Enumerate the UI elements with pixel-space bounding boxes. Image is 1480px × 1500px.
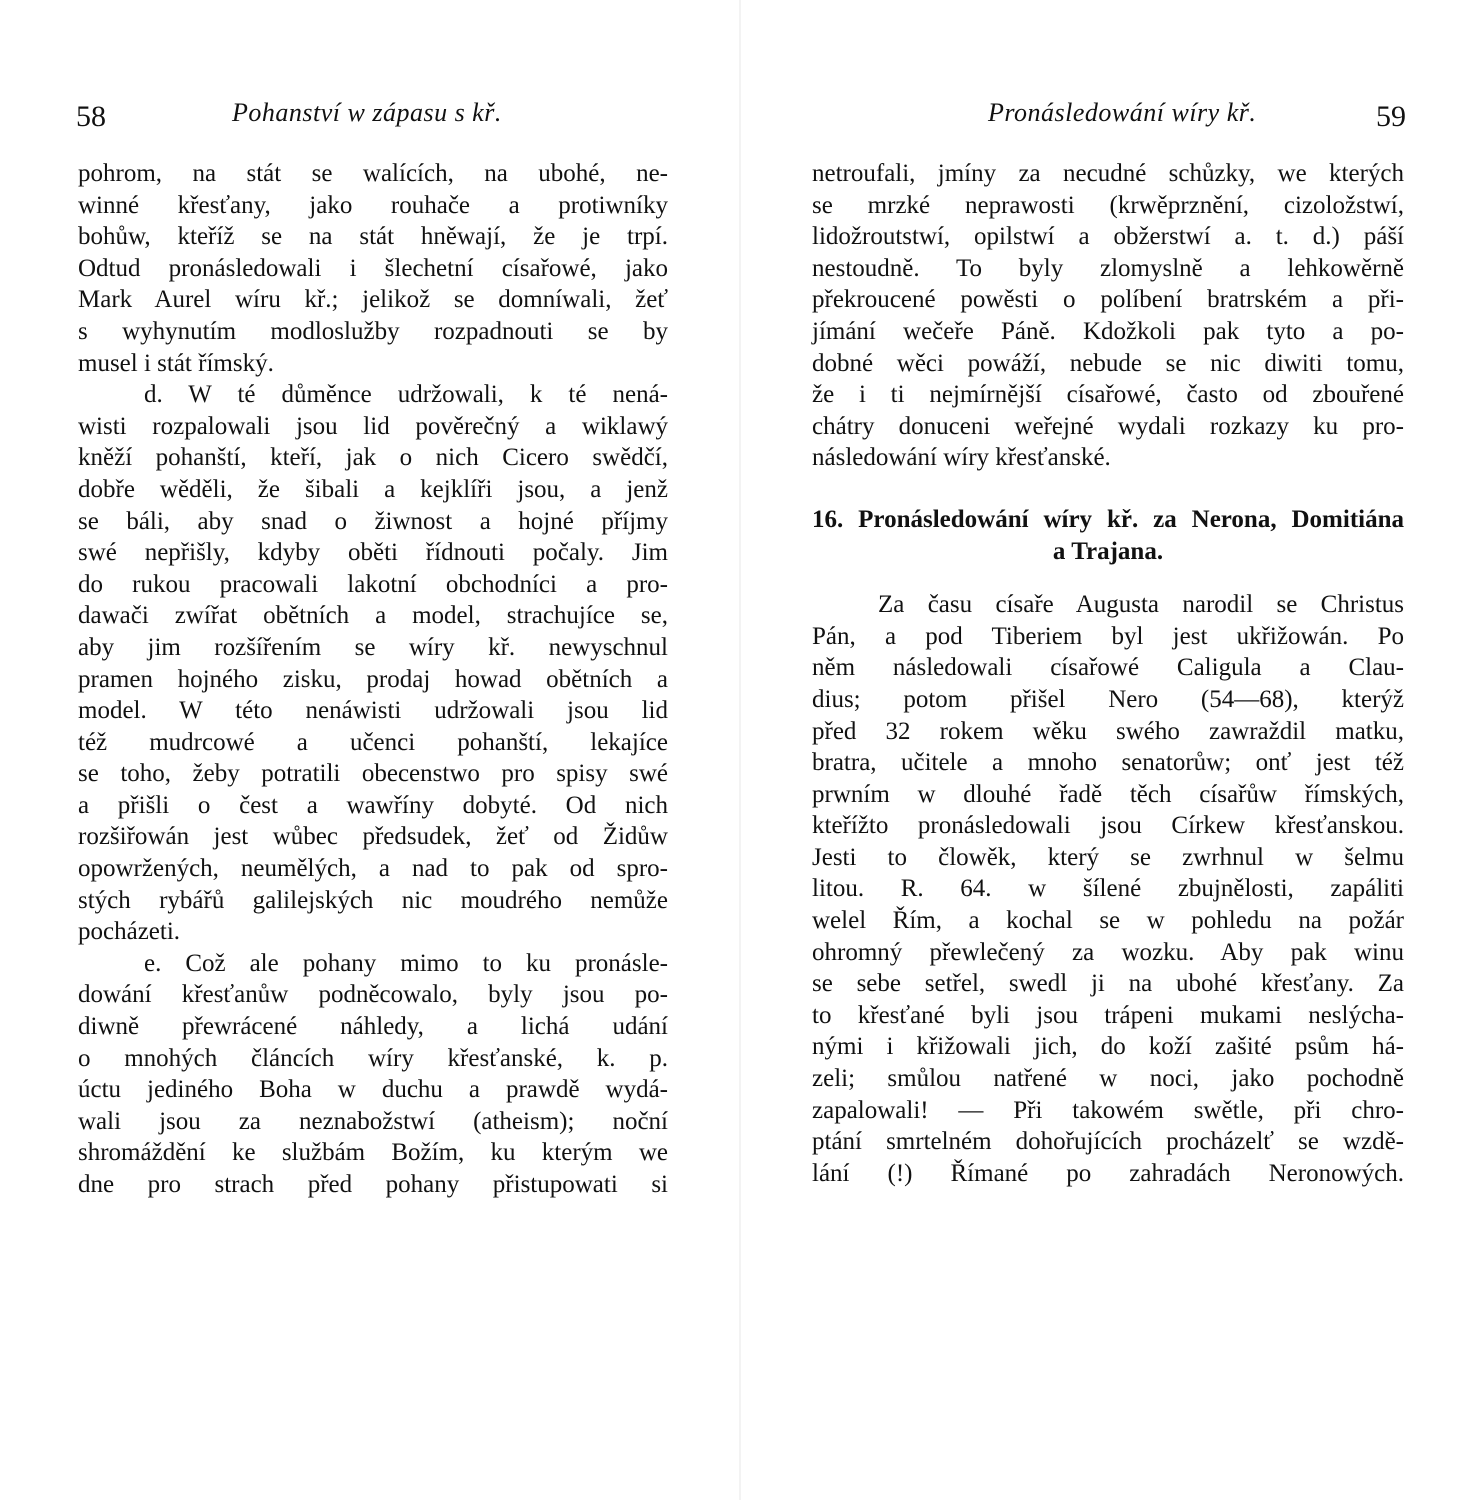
text-line: d. W té důměnce udržowali, k té nená-	[144, 381, 668, 409]
text-line: dobře wěděli, že šibali a kejklíři jsou, a jenž	[78, 475, 668, 503]
text-line: a přišli o čest a wawříny dobyté. Od nich	[78, 791, 668, 819]
page-number-left: 58	[76, 100, 106, 133]
text-line: e. Což ale pohany mimo to ku pronásle-	[144, 949, 668, 977]
text-line: Jesti to člowěk, který se zwrhnul w šelmu	[812, 843, 1404, 871]
text-line: o mnohých článcích wíry křesťanské, k. p.	[78, 1044, 668, 1072]
text-line: nestoudně. To byly zlomyslně a lehkowěrně	[812, 254, 1404, 282]
text-line: se mrzké neprawosti (krwěprznění, cizoložstwí,	[812, 191, 1404, 219]
text-line: dobné wěci powáží, nebude se nic diwiti tomu,	[812, 349, 1404, 377]
text-line: chátry donuceni weřejné wydali rozkazy ku pro-	[812, 412, 1404, 440]
text-line: kteřížto pronásledowali jsou Církew křesťanskou.	[812, 812, 1404, 840]
text-line: opowržených, neumělých, a nad to pak od spro-	[78, 855, 668, 883]
text-line: se sebe setřel, swedl ji na ubohé křesťany. Za	[812, 970, 1404, 998]
text-line: bohůw, kteříž se na stát hněwají, že je trpí.	[78, 223, 668, 251]
running-title-right: Pronásledowání wíry kř.	[988, 98, 1257, 127]
text-line: zeli; smůlou natřené w noci, jako pochodně	[812, 1065, 1404, 1093]
text-line: Pán, a pod Tiberiem byl jest ukřižowán. Po	[812, 622, 1404, 650]
text-line: že i ti nejmírnější císařowé, často od zbouřené	[812, 381, 1404, 409]
text-line: s wyhynutím modloslužby rozpadnouti se by	[78, 317, 668, 345]
text-line: welel Řím, a kochal se w pohledu na požár	[812, 907, 1404, 935]
text-line: prwním w dlouhé řadě těch císařůw římských,	[812, 780, 1404, 808]
text-line: winné křesťany, jako rouhače a protiwníky	[78, 191, 668, 219]
text-line: též mudrcowé a učenci pohanští, lekajíce	[78, 728, 668, 756]
text-line: aby jim rozšířením se wíry kř. newyschnul	[78, 633, 668, 661]
text-line: něm následowali císařowé Caligula a Clau-	[812, 654, 1404, 682]
running-title-left: Pohanství w zápasu s kř.	[232, 98, 502, 127]
page-number-right: 59	[1376, 100, 1406, 133]
text-line: Za času císaře Augusta narodil se Christus	[878, 591, 1404, 619]
text-line: překroucené powěsti o políbení bratrském a při-	[812, 286, 1404, 314]
text-line: zapalowali! — Při takowém swětle, při chro-	[812, 1096, 1404, 1124]
text-line: musel i stát římský.	[78, 349, 274, 377]
text-line: pohrom, na stát se walících, na ubohé, ne-	[78, 160, 668, 187]
text-line: jímání wečeře Páně. Kdožkoli pak tyto a po-	[812, 317, 1404, 345]
text-line: Odtud pronásledowali i šlechetní císařowé, jako	[78, 254, 668, 282]
text-line: se báli, aby snad o žiwnost a hojné příjmy	[78, 507, 668, 535]
text-line: wali jsou za neznabožstwí (atheism); noční	[78, 1107, 668, 1135]
text-line: lidožroutstwí, opilstwí a obžerstwí a. t. d.) páší	[812, 223, 1404, 251]
section-heading: 16. Pronásledowání wíry kř. za Nerona, Domitiána	[812, 505, 1404, 533]
text-line: dius; potom přišel Nero (54—68), kterýž	[812, 685, 1404, 713]
text-line: pramen hojného zisku, prodaj howad obětních a	[78, 665, 668, 693]
text-line: pocházeti.	[78, 918, 181, 946]
text-line: dawači zwířat obětních a model, strachujíce se,	[78, 602, 668, 630]
text-line: následowání wíry křesťanské.	[812, 444, 1111, 472]
text-line: lání (!) Římané po zahradách Neronowých.	[812, 1159, 1404, 1187]
text-line: stých rybářů galilejských nic moudrého nemůže	[78, 886, 668, 914]
text-line: swé nepřišly, kdyby oběti řídnouti počaly. Jim	[78, 539, 668, 567]
text-line: bratra, učitele a mnoho senatorůw; onť jest též	[812, 749, 1404, 777]
text-line: diwně přewrácené náhledy, a lichá udání	[78, 1013, 668, 1041]
text-line: model. W této nenáwisti udržowali jsou lid	[78, 697, 668, 725]
left-page-body	[78, 158, 668, 1201]
right-page	[740, 0, 1480, 1500]
text-line: nými i křižowali jich, do koží zašité psům há-	[812, 1033, 1404, 1061]
text-line: Mark Aurel wíru kř.; jelikož se domníwali, žeť	[78, 286, 668, 314]
text-line: shromáždění ke službám Božím, ku kterým we	[78, 1139, 668, 1167]
text-line: litou. R. 64. w šílené zbujnělosti, zapáliti	[812, 875, 1404, 903]
text-line: úctu jediného Boha w duchu a prawdě wydá-	[78, 1076, 668, 1104]
text-line: rozšiřowán jest wůbec předsudek, žeť od Židůw	[78, 823, 668, 851]
spacer	[812, 567, 1404, 589]
text-line: před 32 rokem wěku swého zawraždil matku,	[812, 717, 1404, 745]
text-line: wisti rozpalowali jsou lid pověrečný a wiklawý	[78, 412, 668, 440]
text-line: ohromný přewlečený za wozku. Aby pak winu	[812, 938, 1404, 966]
section-heading-continuation: a Trajana.	[1052, 537, 1164, 565]
text-line: dowání křesťanůw podněcowalo, byly jsou po-	[78, 981, 668, 1009]
text-line: to křesťané byli jsou trápeni mukami neslýcha-	[812, 1001, 1404, 1029]
right-page-body	[812, 158, 1404, 1189]
text-line: se toho, žeby potratili obecenstwo pro spisy swé	[78, 760, 668, 788]
text-line: kněží pohanští, kteří, jak o nich Cicero swědčí,	[78, 444, 668, 472]
text-line: netroufali, jmíny za necudné schůzky, we kterých	[812, 160, 1404, 187]
spacer	[812, 474, 1404, 504]
text-line: ptání smrtelném dohořujících procházelť se wzdě-	[812, 1128, 1404, 1156]
text-line: do rukou pracowali lakotní obchodníci a pro-	[78, 570, 668, 598]
text-line: dne pro strach před pohany přistupowati si	[78, 1171, 668, 1198]
